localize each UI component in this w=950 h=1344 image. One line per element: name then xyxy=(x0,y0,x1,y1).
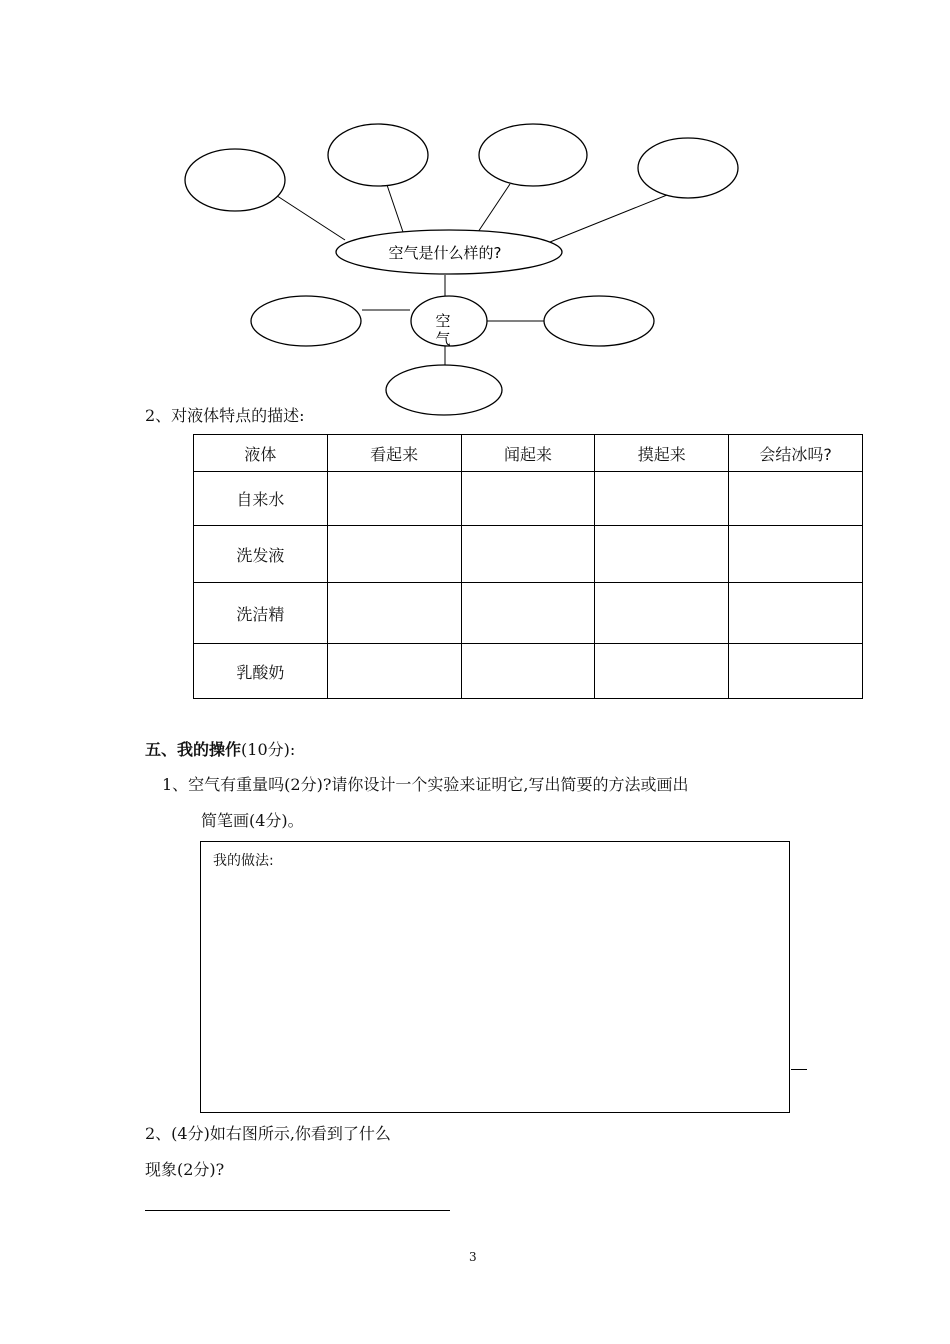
blank-node[interactable] xyxy=(386,365,502,415)
page-number: 3 xyxy=(469,1250,477,1264)
table-header-row xyxy=(194,435,863,472)
answer-cell[interactable] xyxy=(461,644,595,699)
section5-q1-line2: 简笔画(4分)。 xyxy=(201,811,304,830)
answer-cell[interactable] xyxy=(327,526,461,583)
liquid-table xyxy=(193,434,863,699)
connector-line xyxy=(550,193,672,242)
answer-cell[interactable] xyxy=(595,526,729,583)
answer-box-side-mark xyxy=(791,1069,807,1070)
blank-node[interactable] xyxy=(251,296,361,346)
section5-title-text: 五、我的操作 xyxy=(145,740,242,759)
section5-q2-line2: 现象(2分)? xyxy=(145,1160,225,1179)
header-cell: 会结冰吗? xyxy=(729,435,863,472)
answer-cell[interactable] xyxy=(595,644,729,699)
liquid-name: 洗洁精 xyxy=(194,583,328,644)
header-cell: 液体 xyxy=(194,435,328,472)
center-node-label: 空气是什么样的? xyxy=(388,244,502,262)
liquid-name: 洗发液 xyxy=(194,526,328,583)
answer-cell[interactable] xyxy=(461,472,595,526)
table-row xyxy=(194,526,863,583)
q2-title: 2、对液体特点的描述: xyxy=(145,406,305,425)
header-cell: 摸起来 xyxy=(595,435,729,472)
answer-cell[interactable] xyxy=(729,644,863,699)
liquid-name: 自来水 xyxy=(194,472,328,526)
answer-cell[interactable] xyxy=(327,644,461,699)
blank-node[interactable] xyxy=(328,124,428,186)
section5-q1-line1: 1、空气有重量吗(2分)?请你设计一个实验来证明它,写出简要的方法或画出 xyxy=(162,775,689,794)
answer-cell[interactable] xyxy=(327,583,461,644)
air-node-label-line1: 空 xyxy=(435,312,451,330)
table-row xyxy=(194,644,863,699)
blank-node[interactable] xyxy=(638,138,738,198)
table-row xyxy=(194,472,863,526)
answer-cell[interactable] xyxy=(461,583,595,644)
section5-q2-line1: 2、(4分)如右图所示,你看到了什么 xyxy=(145,1124,391,1143)
answer-line[interactable] xyxy=(145,1210,450,1211)
blank-node[interactable] xyxy=(544,296,654,346)
answer-cell[interactable] xyxy=(327,472,461,526)
answer-cell[interactable] xyxy=(729,526,863,583)
answer-cell[interactable] xyxy=(729,583,863,644)
answer-cell[interactable] xyxy=(461,526,595,583)
header-cell: 闻起来 xyxy=(461,435,595,472)
answer-cell[interactable] xyxy=(595,472,729,526)
blank-node[interactable] xyxy=(185,149,285,211)
connector-line xyxy=(268,190,345,240)
connector-line xyxy=(478,184,510,232)
answer-cell[interactable] xyxy=(595,583,729,644)
section5-score: (10分): xyxy=(241,740,296,759)
section5-title xyxy=(145,737,295,760)
blank-node[interactable] xyxy=(479,124,587,186)
air-mind-map xyxy=(0,0,950,420)
header-cell: 看起来 xyxy=(327,435,461,472)
connector-line xyxy=(387,185,403,232)
liquid-name: 乳酸奶 xyxy=(194,644,328,699)
table-row xyxy=(194,583,863,644)
answer-cell[interactable] xyxy=(729,472,863,526)
answer-box[interactable] xyxy=(200,841,790,1113)
air-node-label-line2: 气 xyxy=(435,330,451,348)
answer-box-label: 我的做法: xyxy=(213,853,274,869)
